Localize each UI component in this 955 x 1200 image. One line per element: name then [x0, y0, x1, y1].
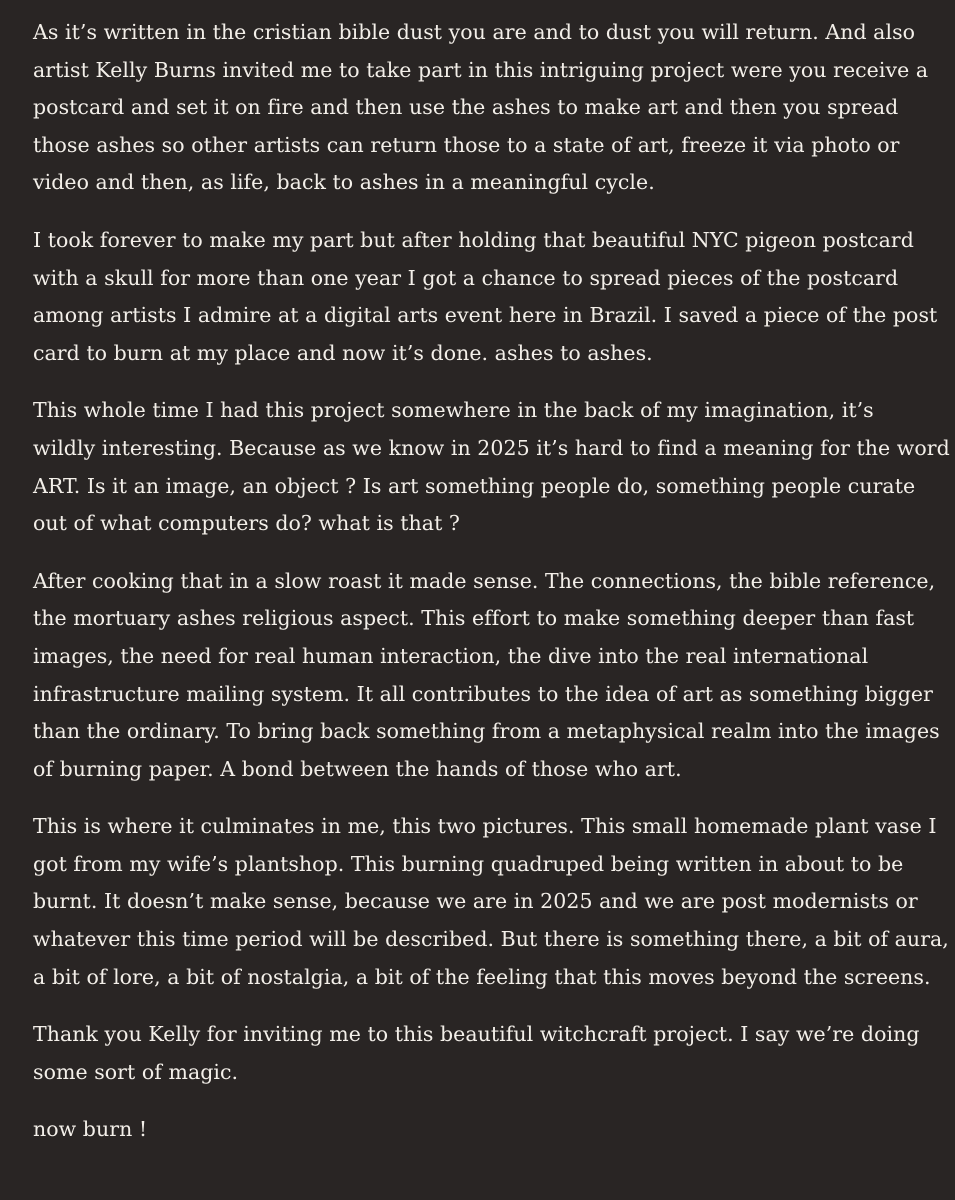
text-line: I took forever to make my part but after holding that beautiful NYC pigeon postcard: [33, 227, 914, 252]
paragraph-closing: [33, 1111, 935, 1149]
text-line: Thank you Kelly for inviting me to this beautiful witchcraft project. I say we’re doing: [33, 1022, 920, 1047]
text-line: wildly interesting. Because as we know in 2025 it’s hard to find a meaning for the word: [33, 435, 950, 460]
text-line: got from my wife’s plantshop. This burning quadruped being written in about to be: [33, 851, 904, 876]
paragraph-culmination: [33, 808, 949, 996]
paragraph-meaning: [33, 563, 940, 789]
paragraph-reflection: [33, 392, 950, 542]
text-line: burnt. It doesn’t make sense, because we are in 2025 and we are post modernists or: [33, 889, 918, 914]
text-line: some sort of magic.: [33, 1059, 239, 1084]
text-line: card to burn at my place and now it’s done. ashes to ashes.: [33, 340, 653, 365]
text-line: After cooking that in a slow roast it made sense. The connections, the bible reference,: [33, 568, 936, 593]
text-line: those ashes so other artists can return those to a state of art, freeze it via photo or: [33, 132, 900, 157]
text-line: artist Kelly Burns invited me to take part in this intriguing project were you receive a: [33, 57, 929, 82]
text-line: with a skull for more than one year I got a chance to spread pieces of the postcard: [33, 265, 899, 290]
paragraph-intro: [33, 14, 935, 202]
text-line: video and then, as life, back to ashes in a meaningful cycle.: [33, 170, 655, 195]
text-line: whatever this time period will be described. But there is something there, a bit of aura,: [33, 927, 949, 952]
text-line: than the ordinary. To bring back something from a metaphysical realm into the images: [33, 719, 940, 744]
text-line: postcard and set it on fire and then use the ashes to make art and then you spread: [33, 95, 899, 120]
text-line: of burning paper. A bond between the hands of those who art.: [33, 756, 682, 781]
text-line: ART. Is it an image, an object ? Is art something people do, something people curate: [33, 473, 916, 498]
text-line: now burn !: [33, 1117, 148, 1142]
text-line: out of what computers do? what is that ?: [33, 511, 460, 536]
text-line: This is where it culminates in me, this two pictures. This small homemade plant vase I: [33, 814, 937, 839]
text-line: This whole time I had this project somewhere in the back of my imagination, it’s: [33, 398, 874, 423]
text-line: among artists I admire at a digital arts event here in Brazil. I saved a piece of the post: [33, 303, 938, 328]
paragraph-process: [33, 222, 938, 372]
text-line: images, the need for real human interaction, the dive into the real international: [33, 643, 869, 668]
text-line: As it’s written in the cristian bible dust you are and to dust you will return. And also: [33, 20, 916, 44]
text-line: infrastructure mailing system. It all contributes to the idea of art as something bigger: [33, 681, 933, 706]
paragraph-thanks: [33, 1016, 935, 1091]
text-line: a bit of lore, a bit of nostalgia, a bit of the feeling that this moves beyond the screens.: [33, 964, 931, 989]
text-line: the mortuary ashes religious aspect. This effort to make something deeper than fast: [33, 606, 915, 631]
